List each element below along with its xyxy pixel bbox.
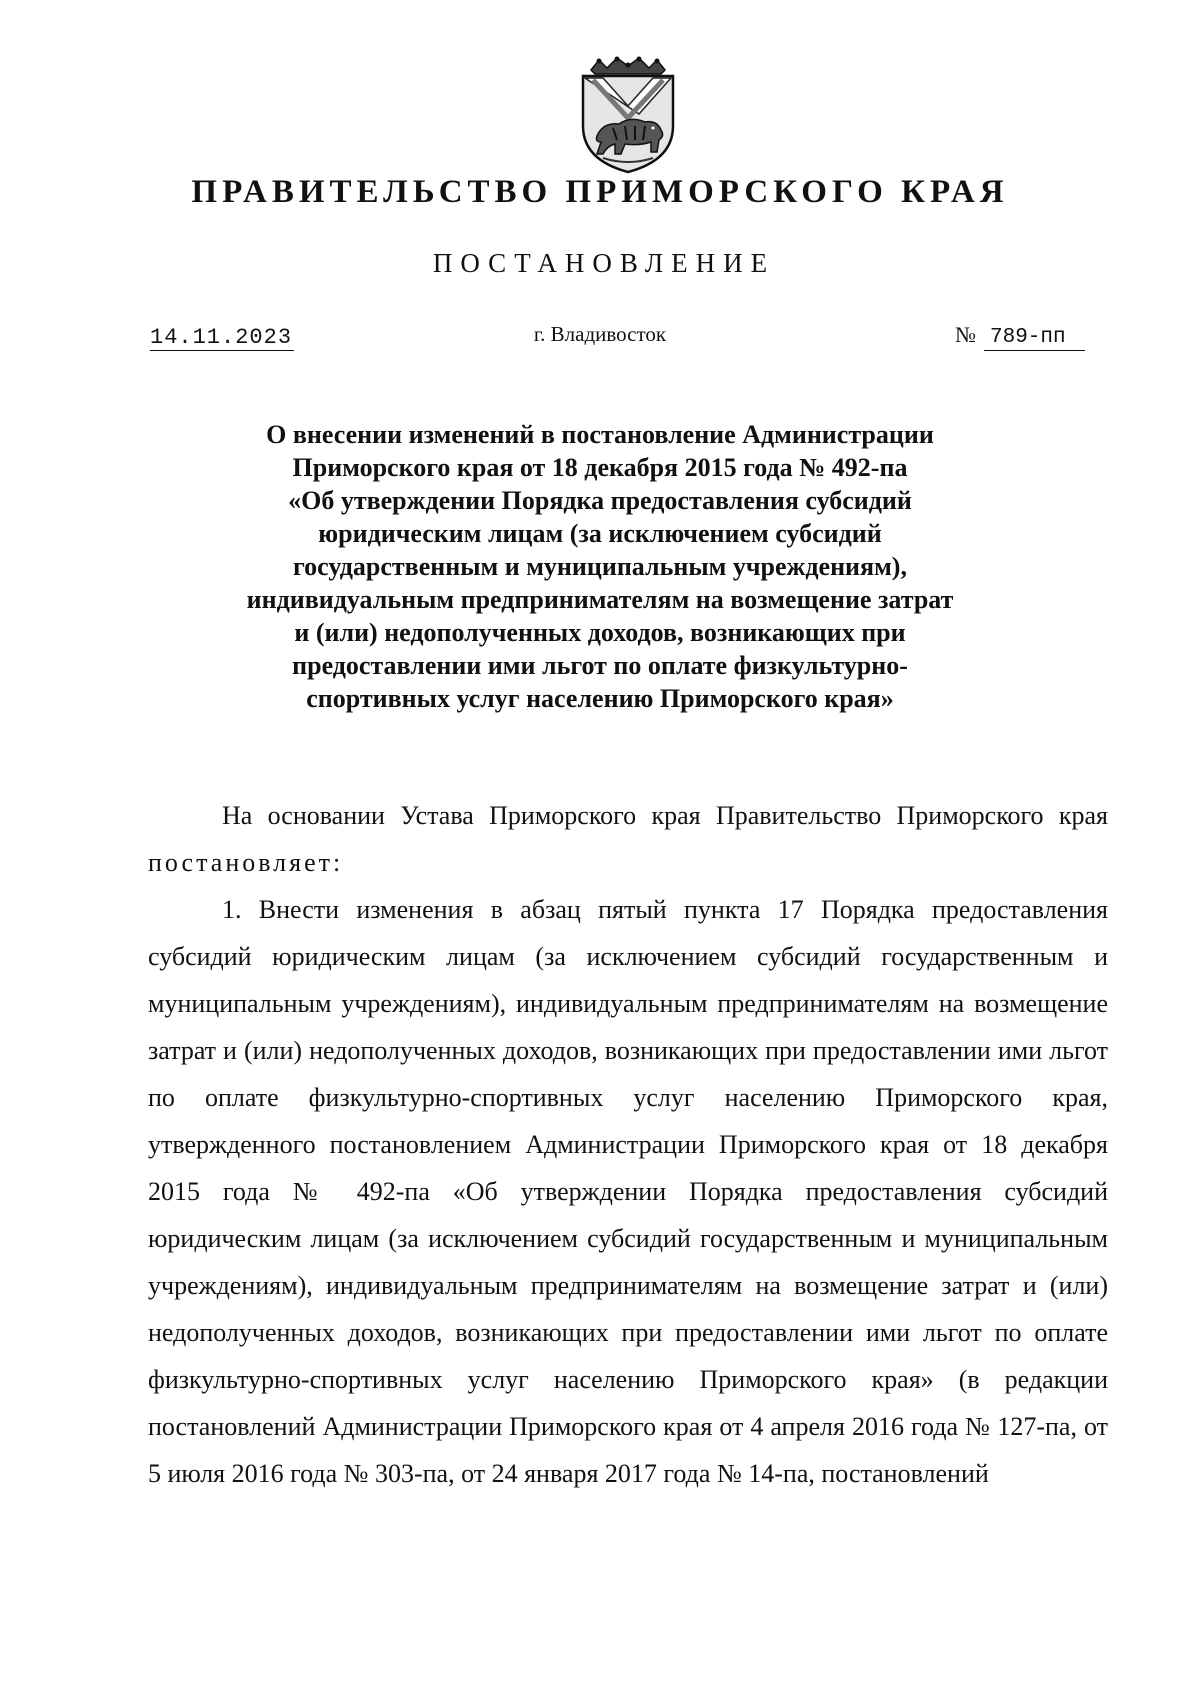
- number-value: 789-пп: [984, 326, 1085, 351]
- subject-line: индивидуальным предпринимателям на возмещение затрат: [246, 585, 954, 614]
- preamble-paragraph: [148, 792, 1108, 886]
- subject-line: государственным и муниципальным учреждениям),: [293, 552, 907, 581]
- document-subject: [200, 418, 1000, 715]
- document-date: 14.11.2023: [150, 325, 293, 350]
- subject-line: спортивных услуг населению Приморского края»: [306, 684, 894, 713]
- document-meta: [0, 322, 1200, 356]
- subject-line: юридическим лицам (за исключением субсидий: [318, 519, 882, 548]
- subject-line: «Об утверждении Порядка предоставления субсидий: [288, 486, 912, 515]
- paragraph-1: 1. Внести изменения в абзац пятый пункта 17 Порядка предоставления субсидий юридическим лицам (за исключением субсидий государственным и муниципальным учреждениям), индивидуальным предпринимателям на возмещение затрат и (или) недополученных доходов, возникающих при предоставлении ими льгот по оплате физкультурно-спортивных услуг населению Приморского края, утвержденного постановлением Администрации Приморского края от 18 декабря 2015 года № 492-па «Об утверждении Порядка предоставления субсидий юридическим лицам (за исключением субсидий государственным и муниципальным учреждениям), индивидуальным предпринимателям на возмещение затрат и (или) недополученных доходов, возникающих при предоставлении ими льгот по оплате физкультурно-спортивных услуг населению Приморского края» (в редакции постановлений Администрации Приморского края от 4 апреля 2016 года № 127-па, от 5 июля 2016 года № 303-па, от 24 января 2017 года № 14-па, постановлений: [148, 895, 1108, 1488]
- document-type: ПОСТАНОВЛЕНИЕ: [432, 248, 776, 278]
- coat-of-arms-icon: [573, 56, 683, 176]
- subject-line: предоставлении ими льгот по оплате физкультурно-: [292, 651, 908, 680]
- subject-line: Приморского края от 18 декабря 2015 года № 492-па: [292, 453, 908, 482]
- organization-title: ПРАВИТЕЛЬСТВО ПРИМОРСКОГО КРАЯ: [191, 174, 1009, 210]
- number-sign: №: [955, 322, 976, 347]
- preamble-keyword: постановляет:: [148, 848, 344, 877]
- document-city: г. Владивосток: [533, 322, 667, 346]
- document-body: [148, 792, 1108, 1497]
- preamble-text: На основании Устава Приморского края Правительство Приморского края: [222, 801, 1108, 830]
- subject-line: О внесении изменений в постановление Администрации: [266, 420, 934, 449]
- subject-line: и (или) недополученных доходов, возникающих при: [294, 618, 906, 647]
- document-number: [955, 322, 1085, 351]
